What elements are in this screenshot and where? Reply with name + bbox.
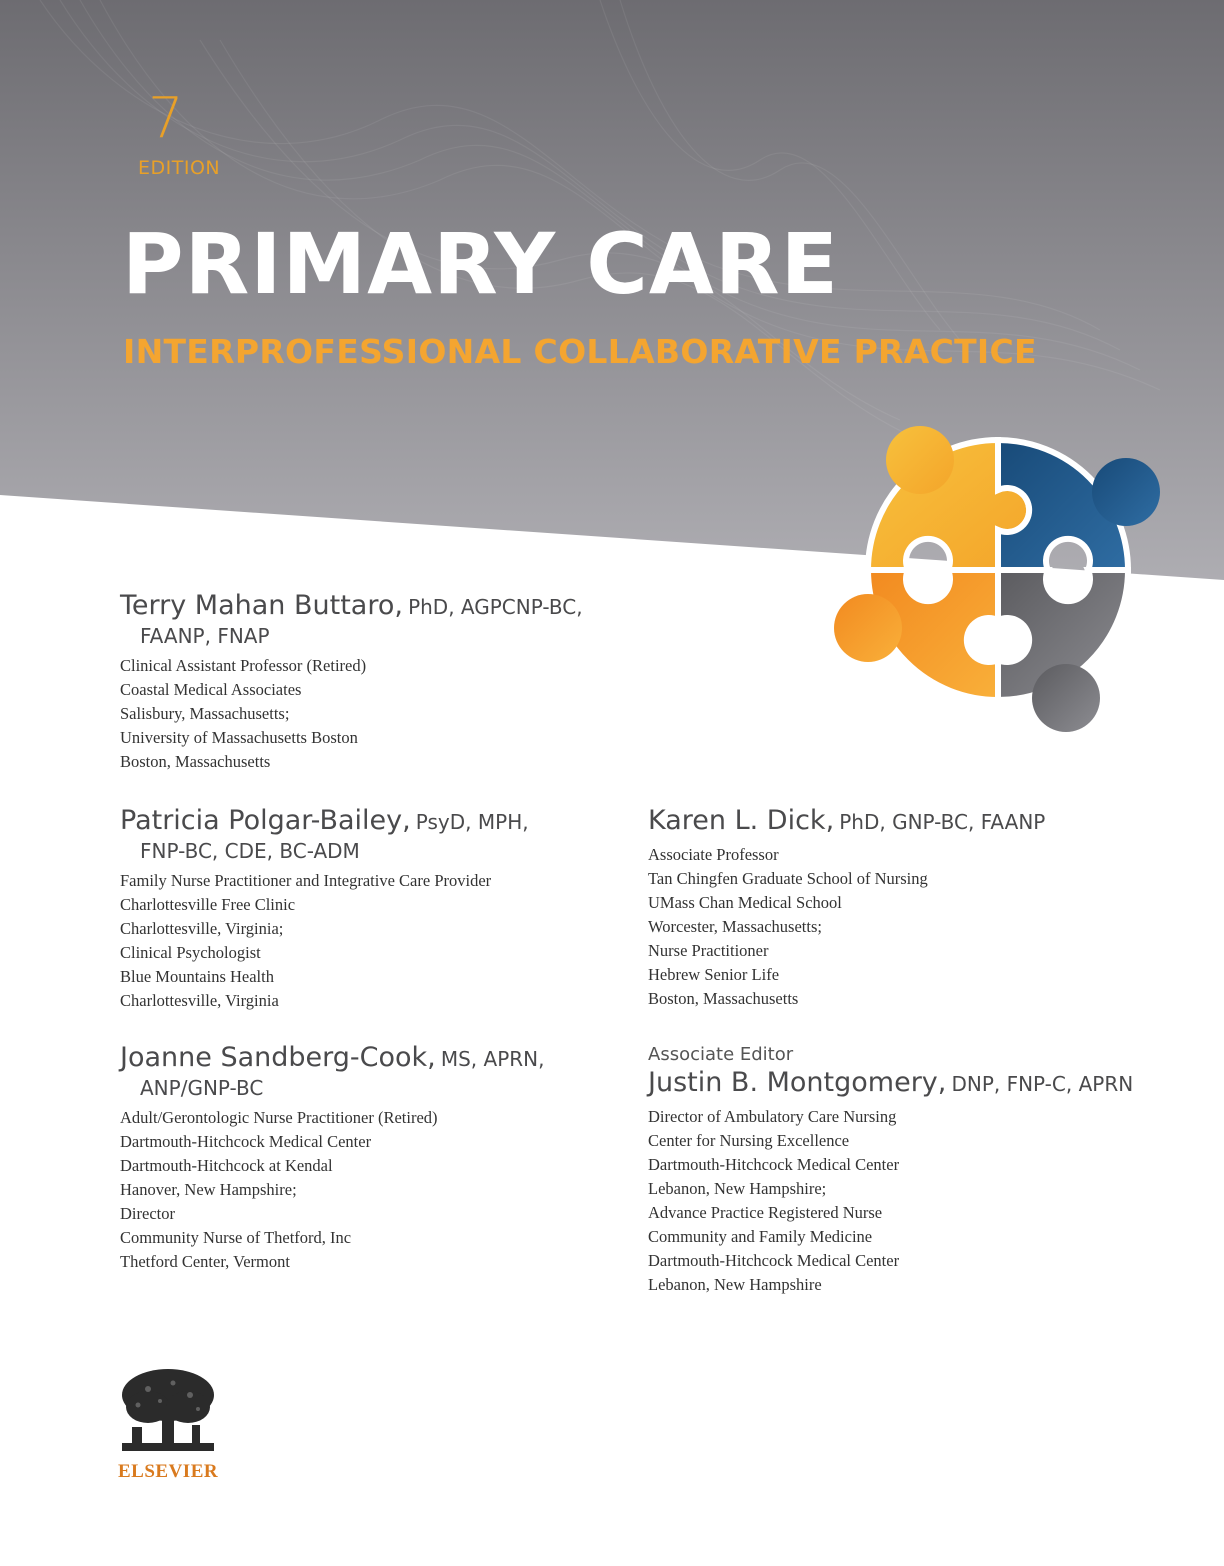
edition-number: 7 — [148, 86, 184, 151]
affiliation-line: Charlottesville, Virginia; — [120, 919, 284, 939]
affiliation-line: Adult/Gerontologic Nurse Practitioner (Retired) — [120, 1108, 438, 1128]
affiliation-line: Worcester, Massachusetts; — [648, 917, 822, 937]
affiliation-line: Community Nurse of Thetford, Inc — [120, 1228, 352, 1248]
publisher-name: ELSEVIER — [118, 1461, 219, 1482]
author-credentials-cont: ANP/GNP-BC — [140, 1076, 264, 1101]
publisher-logo — [118, 1365, 228, 1483]
affiliation-line: Lebanon, New Hampshire — [648, 1275, 822, 1295]
author-name-line — [120, 590, 583, 648]
author-credentials-cont: FNP-BC, CDE, BC-ADM — [140, 839, 360, 864]
author-credentials: PhD, AGPCNP-BC, — [408, 595, 583, 619]
affiliation-line: Blue Mountains Health — [120, 967, 274, 987]
affiliation-line: Center for Nursing Excellence — [648, 1131, 850, 1151]
associate-editor-montgomery — [648, 1044, 1133, 1297]
affiliation-line: UMass Chan Medical School — [648, 893, 842, 913]
author-credentials: MS, APRN, — [440, 1047, 545, 1071]
author-credentials-cont: FAANP, FNAP — [140, 624, 270, 649]
affiliation-line: Thetford Center, Vermont — [120, 1252, 290, 1272]
affiliation-line: Dartmouth-Hitchcock Medical Center — [648, 1155, 900, 1175]
affiliation-line: Associate Professor — [648, 845, 779, 865]
affiliation-line: Director of Ambulatory Care Nursing — [648, 1107, 897, 1127]
author-affiliations — [120, 654, 583, 774]
affiliation-line: Charlottesville, Virginia — [120, 991, 279, 1011]
author-name: Joanne Sandberg-Cook, — [120, 1042, 436, 1073]
affiliation-line: Hanover, New Hampshire; — [120, 1180, 297, 1200]
author-name: Patricia Polgar-Bailey, — [120, 805, 411, 836]
affiliation-line: Hebrew Senior Life — [648, 965, 780, 985]
affiliation-line: University of Massachusetts Boston — [120, 728, 358, 748]
author-buttaro — [120, 590, 583, 774]
book-subtitle: INTERPROFESSIONAL COLLABORATIVE PRACTICE — [123, 332, 1037, 371]
author-name-line — [648, 1067, 1133, 1099]
author-name: Terry Mahan Buttaro, — [120, 590, 403, 621]
affiliation-line: Nurse Practitioner — [648, 941, 769, 961]
author-credentials: PsyD, MPH, — [415, 810, 529, 834]
author-credentials: PhD, GNP-BC, FAANP — [839, 810, 1046, 834]
affiliation-line: Director — [120, 1204, 175, 1224]
author-name-line — [120, 1042, 544, 1100]
associate-editor-label: Associate Editor — [648, 1044, 794, 1065]
affiliation-line: Coastal Medical Associates — [120, 680, 302, 700]
author-name-line — [648, 805, 1045, 837]
affiliation-line: Boston, Massachusetts — [648, 989, 799, 1009]
affiliation-line: Charlottesville Free Clinic — [120, 895, 296, 915]
affiliation-line: Dartmouth-Hitchcock Medical Center — [120, 1132, 372, 1152]
author-sandberg-cook — [120, 1042, 544, 1274]
author-credentials: DNP, FNP-C, APRN — [951, 1072, 1134, 1096]
affiliation-line: Tan Chingfen Graduate School of Nursing — [648, 869, 928, 889]
affiliation-line: Advance Practice Registered Nurse — [648, 1203, 883, 1223]
author-name: Justin B. Montgomery, — [648, 1067, 947, 1098]
author-polgar-bailey — [120, 805, 529, 1013]
author-name-line — [120, 805, 529, 863]
author-affiliations — [120, 869, 529, 1013]
puzzle-circle-icon — [828, 400, 1168, 740]
book-title: PRIMARY CARE — [122, 215, 839, 313]
author-affiliations — [120, 1106, 544, 1274]
affiliation-line: Clinical Psychologist — [120, 943, 261, 963]
affiliation-line: Dartmouth-Hitchcock Medical Center — [648, 1251, 900, 1271]
affiliation-line: Clinical Assistant Professor (Retired) — [120, 656, 367, 676]
author-dick — [648, 805, 1045, 1011]
affiliation-line: Salisbury, Massachusetts; — [120, 704, 290, 724]
edition-label: EDITION — [138, 157, 221, 179]
author-affiliations — [648, 1105, 1133, 1297]
affiliation-line: Dartmouth-Hitchcock at Kendal — [120, 1156, 333, 1176]
elsevier-tree-icon — [118, 1365, 218, 1455]
affiliation-line: Community and Family Medicine — [648, 1227, 873, 1247]
affiliation-line: Lebanon, New Hampshire; — [648, 1179, 827, 1199]
author-name: Karen L. Dick, — [648, 805, 835, 836]
author-affiliations — [648, 843, 1045, 1011]
affiliation-line: Boston, Massachusetts — [120, 752, 271, 772]
affiliation-line: Family Nurse Practitioner and Integrative Care Provider — [120, 871, 492, 891]
